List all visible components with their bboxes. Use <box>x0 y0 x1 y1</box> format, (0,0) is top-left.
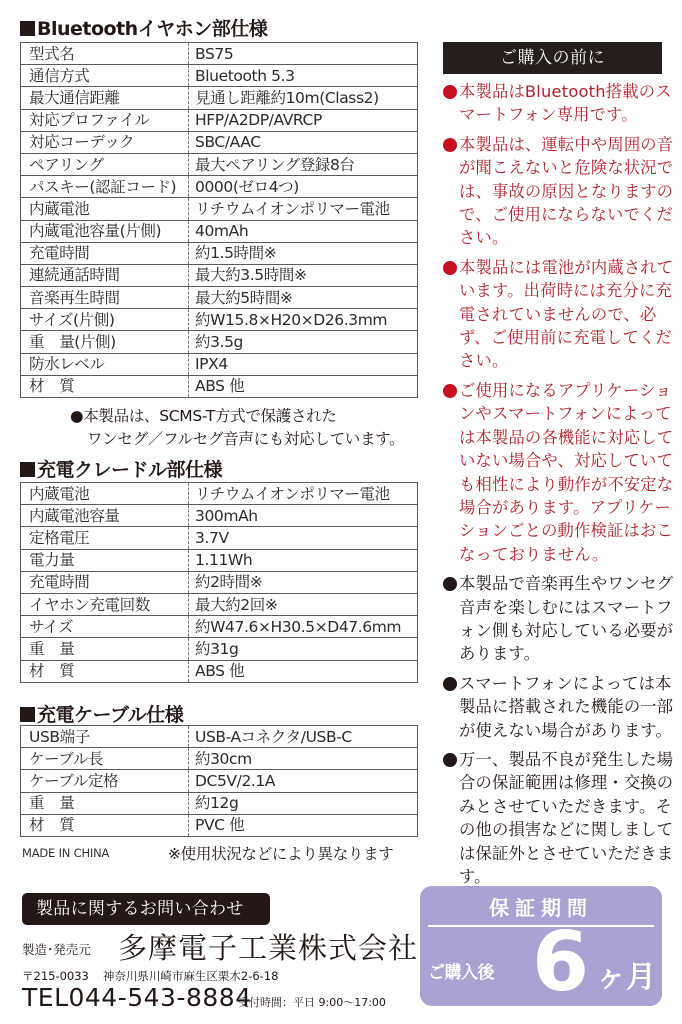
table-row <box>21 660 418 682</box>
spec-label: 音楽再生時間 <box>21 287 189 309</box>
spec-value: 0000(ゼロ4つ) <box>189 176 418 198</box>
notice-item: ご使用になるアプリケーションやスマートフォンによっては本製品の各機能に対応していない場合や、対応していても相性により動作が不安定な場合があります。アプリケーションごとの動作検証はおこなっておりません。 <box>443 379 675 566</box>
warranty-after-purchase: ご購入後 <box>428 963 494 983</box>
table-row <box>21 153 418 175</box>
spec-value: SBC/AAC <box>189 131 418 153</box>
table-row <box>21 87 418 109</box>
spec-label: サイズ(片側) <box>21 309 189 331</box>
spec-label: 内蔵電池容量(片側) <box>21 220 189 242</box>
street-address: 神奈川県川崎市麻生区栗木2-6-18 <box>102 969 279 983</box>
spec-value: 約3.5g <box>189 331 418 353</box>
square-bullet-icon <box>20 462 35 477</box>
notice-item: 本製品はBluetooth搭載のスマートフォン専用です。 <box>443 80 675 127</box>
usage-footnote: ※使用状況などにより異なります <box>168 845 394 863</box>
earphone-spec-table <box>20 42 418 398</box>
notice-item: スマートフォンによっては本製品に搭載された機能の一部が使えない場合があります。 <box>443 672 675 742</box>
spec-label: ケーブル定格 <box>21 770 189 792</box>
spec-value: リチウムイオンポリマー電池 <box>189 198 418 220</box>
bullet-dot-icon <box>443 138 457 152</box>
cable-spec-table <box>20 725 418 837</box>
business-hours: 受付時間：平日 9:00～17:00 <box>238 996 386 1009</box>
postal-code: 〒215-0033 <box>22 969 89 983</box>
table-row <box>21 505 418 527</box>
table-row <box>21 309 418 331</box>
spec-value: 最大約5時間※ <box>189 287 418 309</box>
spec-value: 300mAh <box>189 505 418 527</box>
table-row <box>21 176 418 198</box>
warranty-months-unit: ヶ月 <box>596 960 656 995</box>
spec-value: 約2時間※ <box>189 571 418 593</box>
earphone-specs-title: Bluetoothイヤホン部仕様 <box>20 14 267 41</box>
maker-label: 製造･発売元 <box>22 942 91 957</box>
square-bullet-icon <box>20 21 35 36</box>
spec-value: 約W47.6×H30.5×D47.6mm <box>189 616 418 638</box>
spec-label: ペアリング <box>21 153 189 175</box>
spec-label: 内蔵電池容量 <box>21 505 189 527</box>
table-row <box>21 814 418 836</box>
table-row <box>21 593 418 615</box>
warranty-months-number: 6 <box>532 915 590 1010</box>
address <box>22 968 278 984</box>
made-in-label: MADE IN CHINA <box>22 846 110 860</box>
square-bullet-icon <box>20 707 35 722</box>
spec-value: Bluetooth 5.3 <box>189 65 418 87</box>
company-name: 多摩電子工業株式会社 <box>118 931 419 965</box>
spec-value: DC5V/2.1A <box>189 770 418 792</box>
warranty-title: 保証期間 <box>489 896 593 920</box>
bullet-dot-icon <box>443 85 457 99</box>
spec-label: サイズ <box>21 616 189 638</box>
table-row <box>21 549 418 571</box>
table-row <box>21 43 418 65</box>
spec-value: ABS 他 <box>189 375 418 397</box>
spec-value: 約W15.8×H20×D26.3mm <box>189 309 418 331</box>
table-row <box>21 198 418 220</box>
spec-label: イヤホン充電回数 <box>21 593 189 615</box>
spec-label: 重 量 <box>21 638 189 660</box>
spec-value: 最大約3.5時間※ <box>189 264 418 286</box>
spec-label: 重 量 <box>21 792 189 814</box>
table-row <box>21 353 418 375</box>
spec-label: 防水レベル <box>21 353 189 375</box>
spec-label: 材 質 <box>21 375 189 397</box>
table-row <box>21 770 418 792</box>
bullet-dot-icon <box>443 384 457 398</box>
spec-value: 40mAh <box>189 220 418 242</box>
table-row <box>21 331 418 353</box>
table-row <box>21 527 418 549</box>
spec-value: 見通し距離約10m(Class2) <box>189 87 418 109</box>
table-row <box>21 242 418 264</box>
table-row <box>21 483 418 505</box>
spec-label: USB端子 <box>21 726 189 748</box>
table-row <box>21 220 418 242</box>
spec-value: リチウムイオンポリマー電池 <box>195 484 390 503</box>
spec-value: 約31g <box>189 638 418 660</box>
spec-value: 約30cm <box>189 748 418 770</box>
spec-label: 材 質 <box>21 660 189 682</box>
spec-label: 最大通信距離 <box>21 87 189 109</box>
table-row <box>21 616 418 638</box>
phone-number: TEL044-543-8884 <box>22 983 252 1012</box>
notice-item: 本製品は、運転中や周囲の音が聞こえないと危険な状況では、事故の原因となりますので、ご使用にならないでください。 <box>443 133 675 250</box>
spec-value: 約1.5時間※ <box>189 242 418 264</box>
bullet-dot-icon <box>443 677 457 691</box>
notice-item: 万一、製品不良が発生した場合の保証範囲は修理・交換のみとさせていただきます。その他の損害などに関しましては保証外とさせていただきます。 <box>443 748 675 888</box>
spec-label: 材 質 <box>21 814 189 836</box>
table-row <box>21 571 418 593</box>
notice-item: 本製品には電池が内蔵されています。出荷時には充分に充電されていませんので、必ず、ご使用前に充電してください。 <box>443 256 675 373</box>
spec-label: 内蔵電池 <box>21 483 189 505</box>
bullet-dot-icon <box>443 577 457 591</box>
spec-label: 連続通話時間 <box>21 264 189 286</box>
spec-value: 最大約2回※ <box>189 593 418 615</box>
spec-label: 対応コーデック <box>21 131 189 153</box>
table-row <box>21 375 418 397</box>
spec-label: 通信方式 <box>21 65 189 87</box>
spec-label: 充電時間 <box>21 571 189 593</box>
spec-label: 対応プロファイル <box>21 109 189 131</box>
spec-label: パスキー(認証コード) <box>21 176 189 198</box>
table-row <box>21 131 418 153</box>
spec-label: 内蔵電池 <box>21 198 189 220</box>
spec-value: 1.11Wh <box>189 549 418 571</box>
table-row <box>21 638 418 660</box>
spec-value: 最大ペアリング登録8台 <box>189 153 418 175</box>
warranty-badge <box>420 886 662 1010</box>
spec-value: 約12g <box>189 792 418 814</box>
notice-item: 本製品で音楽再生やワンセグ音声を楽しむにはスマートフォン側も対応している必要があります。 <box>443 572 675 666</box>
spec-value: PVC 他 <box>189 814 418 836</box>
spec-value: USB-Aコネクタ/USB-C <box>195 727 352 746</box>
table-row <box>21 726 418 748</box>
spec-label: 型式名 <box>21 43 189 65</box>
table-row <box>21 65 418 87</box>
before-purchase-header: ご購入の前に <box>443 42 662 74</box>
spec-label: 重 量(片側) <box>21 331 189 353</box>
cable-specs-title: 充電ケーブル仕様 <box>20 700 183 727</box>
spec-label: 電力量 <box>21 549 189 571</box>
spec-label: 充電時間 <box>21 242 189 264</box>
bullet-dot-icon <box>443 753 457 767</box>
scms-note-line1: ●本製品は、SCMS-T方式で保護された <box>70 407 337 425</box>
spec-value: IPX4 <box>189 353 418 375</box>
scms-note-line2: ワンセグ／フルセグ音声にも対応しています。 <box>87 430 405 448</box>
spec-label: ケーブル長 <box>21 748 189 770</box>
inquiry-header: 製品に関するお問い合わせ <box>22 893 270 925</box>
spec-value: 3.7V <box>189 527 418 549</box>
spec-value: BS75 <box>195 44 234 63</box>
spec-value: ABS 他 <box>189 660 418 682</box>
table-row <box>21 792 418 814</box>
bullet-dot-icon <box>443 261 457 275</box>
table-row <box>21 287 418 309</box>
cradle-specs-title: 充電クレードル部仕様 <box>20 455 222 482</box>
spec-label: 定格電圧 <box>21 527 189 549</box>
table-row <box>21 109 418 131</box>
notice-list <box>443 80 675 894</box>
spec-value: HFP/A2DP/AVRCP <box>189 109 418 131</box>
table-row <box>21 748 418 770</box>
table-row <box>21 264 418 286</box>
cradle-spec-table <box>20 482 418 683</box>
